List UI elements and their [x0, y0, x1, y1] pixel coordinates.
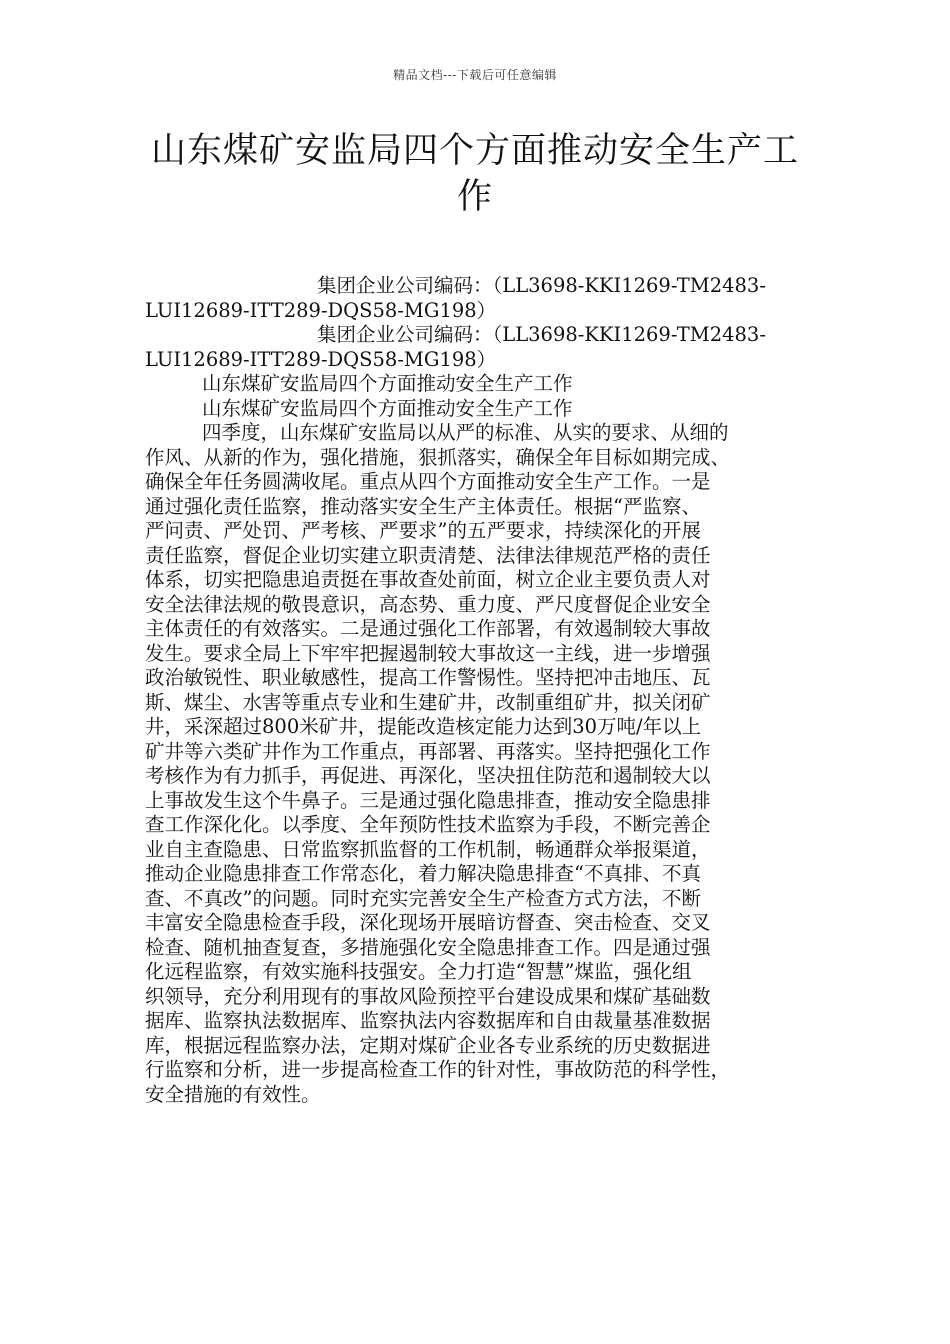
paragraph-line: 据库、监察执法数据库、监察执法内容数据库和自由裁量基准数据: [145, 1009, 711, 1032]
paragraph-line: 业自主查隐患、日常监察抓监督的工作机制，畅通群众举报渠道，: [145, 837, 711, 861]
title-line: 山东煤矿安监局四个方面推动安全生产工: [150, 131, 799, 171]
company-code-label: 集团企业公司编码：（LL3698-KKI1269-TM2483-: [317, 323, 766, 346]
paragraph-line: 上事故发生这个牛鼻子。三是通过强化隐患排查，推动安全隐患排: [145, 788, 711, 812]
paragraph-line: 安全法律法规的敬畏意识，高态势、重力度、严尺度督促企业安全: [145, 592, 711, 616]
paragraph-line: 库，根据远程监察办法，定期对煤矿企业各专业系统的历史数据进: [145, 1033, 711, 1057]
paragraph-line: 推动企业隐患排查工作常态化，着力解决隐患排查“不真排、不真: [145, 862, 701, 885]
paragraph-line: 织领导，充分利用现有的事故风险预控平台建设成果和煤矿基础数: [145, 984, 711, 1008]
paragraph-line: 确保全年任务圆满收尾。重点从四个方面推动安全生产工作。一是: [145, 470, 711, 493]
company-code-label: 集团企业公司编码：（LL3698-KKI1269-TM2483-: [317, 274, 766, 297]
paragraph-line: 井，采深超过800米矿井，提能改造核定能力达到30万吨/年以上: [145, 715, 702, 738]
repeated-title: 山东煤矿安监局四个方面推动安全生产工作: [202, 372, 573, 395]
paragraph-line: 严问责、严处罚、严考核、严要求”的五严要求，持续深化的开展: [145, 519, 701, 542]
paragraph-line: 丰富安全隐患检查手段，深化现场开展暗访督查、突击检查、交叉: [145, 911, 711, 934]
main-paragraph: [145, 421, 825, 1107]
paragraph-line: 主体责任的有效落实。二是通过强化工作部署，有效遏制较大事故: [145, 617, 711, 640]
paragraph-line: 作风、从新的作为，强化措施，狠抓落实，确保全年目标如期完成、: [145, 445, 731, 469]
page-header-note: 精品文档---下载后可任意编辑: [393, 68, 557, 82]
company-code-value: LUI12689-ITT289-DQS58-MG198）: [145, 298, 497, 322]
paragraph-line: 化远程监察，有效实施科技强安。全力打造“智慧”煤监，强化组: [145, 960, 692, 983]
paragraph-line: 斯、煤尘、水害等重点专业和生建矿井，改制重组矿井，拟关闭矿: [145, 690, 711, 714]
paragraph-line: 查、不真改”的问题。同时充实完善安全生产检查方式方法，不断: [145, 886, 701, 910]
paragraph-line: 责任监察，督促企业切实建立职责清楚、法律法律规范严格的责任: [145, 543, 711, 567]
paragraph-line: 通过强化责任监察，推动落实安全生产主体责任。根据“严监察、: [145, 494, 701, 518]
title-line: 作: [456, 177, 493, 217]
paragraph-line: 四季度，山东煤矿安监局以从严的标准、从实的要求、从细的: [202, 421, 729, 444]
paragraph-line: 发生。要求全局上下牢牢把握遏制较大事故这一主线，进一步增强: [145, 641, 711, 665]
repeated-title: 山东煤矿安监局四个方面推动安全生产工作: [202, 396, 573, 420]
paragraph-line: 政治敏锐性、职业敏感性，提高工作警惕性。坚持把冲击地压、瓦: [145, 666, 711, 689]
paragraph-line: 安全措施的有效性。: [145, 1082, 321, 1106]
paragraph-line: 考核作为有力抓手，再促进、再深化，坚决扭住防范和遏制较大以: [145, 764, 711, 787]
company-code-value: LUI12689-ITT289-DQS58-MG198）: [145, 347, 497, 371]
paragraph-line: 体系，切实把隐患追责挺在事故查处前面，树立企业主要负责人对: [145, 568, 711, 591]
paragraph-line: 查工作深化化。以季度、全年预防性技术监察为手段，不断完善企: [145, 813, 711, 836]
paragraph-line: 行监察和分析，进一步提高检查工作的针对性，事故防范的科学性，: [145, 1058, 731, 1081]
paragraph-line: 检查、随机抽查复查，多措施强化安全隐患排查工作。四是通过强: [145, 935, 711, 959]
document-title: [150, 128, 800, 220]
document-body: [145, 274, 825, 1107]
paragraph-line: 矿井等六类矿井作为工作重点，再部署、再落实。坚持把强化工作: [145, 739, 711, 763]
